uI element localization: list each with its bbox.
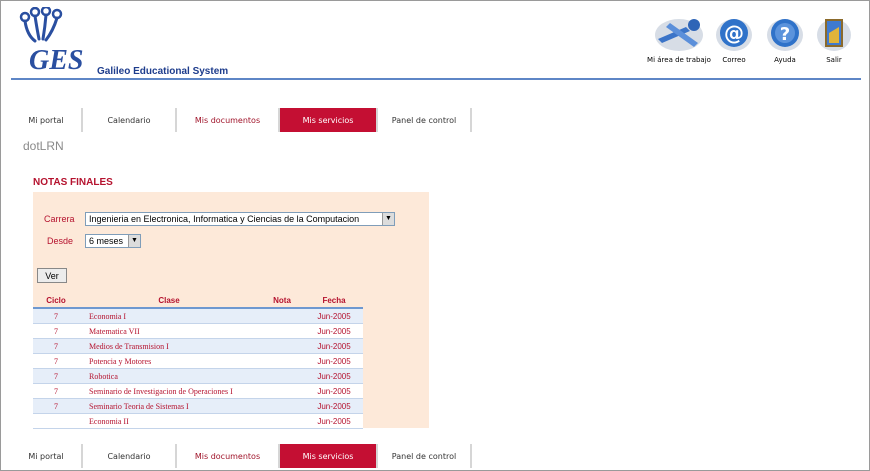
top-nav-tabs [11,108,472,132]
table-row [33,309,363,324]
carrera-label: Carrera [44,214,75,224]
cell-nota [259,309,305,323]
cell-nota [259,324,305,338]
cell-clase[interactable]: Economia II [89,416,129,426]
mail-link[interactable] [711,13,757,64]
cell-nota [259,384,305,398]
cell-ciclo: 7 [54,371,58,381]
ges-logo-icon [13,7,85,77]
cell-clase[interactable]: Matematica VII [89,326,140,336]
cell-ciclo: 7 [54,401,58,411]
help-label: Ayuda [774,56,796,64]
table-row [33,384,363,399]
svg-text:?: ? [779,24,791,45]
desde-select[interactable] [85,234,141,248]
cell-ciclo [33,414,79,428]
cell-clase[interactable]: Seminario Teoria de Sistemas I [89,401,189,411]
help-question-icon [765,13,805,53]
cell-fecha: Jun-2005 [317,326,351,336]
exit-door-icon [815,13,853,53]
brand-name: Galileo Educational System [97,66,229,77]
tab-mi-portal[interactable]: Mi portal [11,444,83,468]
cell-ciclo: 7 [54,356,58,366]
workspace-link[interactable] [649,13,709,64]
cell-fecha: Jun-2005 [317,416,351,426]
cell-clase[interactable]: Robotica [89,371,118,381]
carrera-value: Ingenieria en Electronica, Informatica y Ciencias de la Computacion [89,214,360,224]
cell-ciclo: 7 [54,326,58,336]
table-row [33,414,363,429]
svg-text:GES: GES [29,45,84,76]
tab-mis-documentos[interactable]: Mis documentos [177,108,280,132]
table-row [33,339,363,354]
tab-panel-de-control[interactable]: Panel de control [378,108,472,132]
desde-value: 6 meses [89,236,124,246]
tab-mis-servicios[interactable]: Mis servicios [280,444,378,468]
tab-calendario[interactable]: Calendario [83,444,177,468]
cell-fecha: Jun-2005 [317,371,351,381]
cell-nota [259,414,305,428]
cell-fecha: Jun-2005 [317,341,351,351]
cell-clase[interactable]: Potencia y Motores [89,356,152,366]
tab-calendario[interactable]: Calendario [83,108,177,132]
mail-label: Correo [722,56,746,64]
cell-nota [259,354,305,368]
panel-title: NOTAS FINALES [33,177,113,188]
workspace-tools-icon [650,13,708,53]
carrera-select[interactable] [85,212,395,226]
cell-ciclo: 7 [54,311,58,321]
svg-text:@: @ [724,21,744,45]
cell-clase[interactable]: Economia I [89,311,127,321]
cell-fecha: Jun-2005 [317,356,351,366]
exit-link[interactable] [813,13,855,64]
chevron-down-icon[interactable]: ▼ [128,235,140,247]
top-toolbar [647,13,855,64]
ver-button[interactable]: Ver [37,268,67,283]
page-title: dotLRN [23,139,64,153]
cell-clase[interactable]: Seminario de Investigacion de Operaciones I [89,386,233,396]
cell-fecha: Jun-2005 [317,386,351,396]
cell-nota [259,399,305,413]
ges-logo[interactable] [13,7,85,77]
cell-clase[interactable]: Medios de Transmision I [89,341,169,351]
tab-mi-portal[interactable]: Mi portal [11,108,83,132]
cell-ciclo: 7 [54,386,58,396]
header-clase: Clase [158,296,180,305]
tab-mis-servicios[interactable]: Mis servicios [280,108,378,132]
table-row [33,369,363,384]
cell-fecha: Jun-2005 [317,401,351,411]
cell-fecha: Jun-2005 [317,311,351,321]
bottom-nav-tabs [11,444,472,468]
workspace-label: Mi área de trabajo [647,56,711,64]
header-ciclo: Ciclo [46,296,66,305]
help-link[interactable] [759,13,811,64]
header-nota: Nota [273,296,291,305]
cell-ciclo: 7 [54,341,58,351]
exit-label: Salir [826,56,842,64]
panel-body [33,192,429,428]
header-divider [11,78,861,80]
cell-nota [259,339,305,353]
header-fecha: Fecha [322,296,346,305]
grades-table-header [33,294,363,309]
grades-table [33,294,363,429]
cell-nota [259,369,305,383]
chevron-down-icon[interactable]: ▼ [382,213,394,225]
tab-mis-documentos[interactable]: Mis documentos [177,444,280,468]
table-row [33,399,363,414]
table-row [33,324,363,339]
table-row [33,354,363,369]
notas-finales-panel [33,177,429,428]
desde-label: Desde [47,236,74,246]
at-mail-icon [714,13,754,53]
tab-panel-de-control[interactable]: Panel de control [378,444,472,468]
